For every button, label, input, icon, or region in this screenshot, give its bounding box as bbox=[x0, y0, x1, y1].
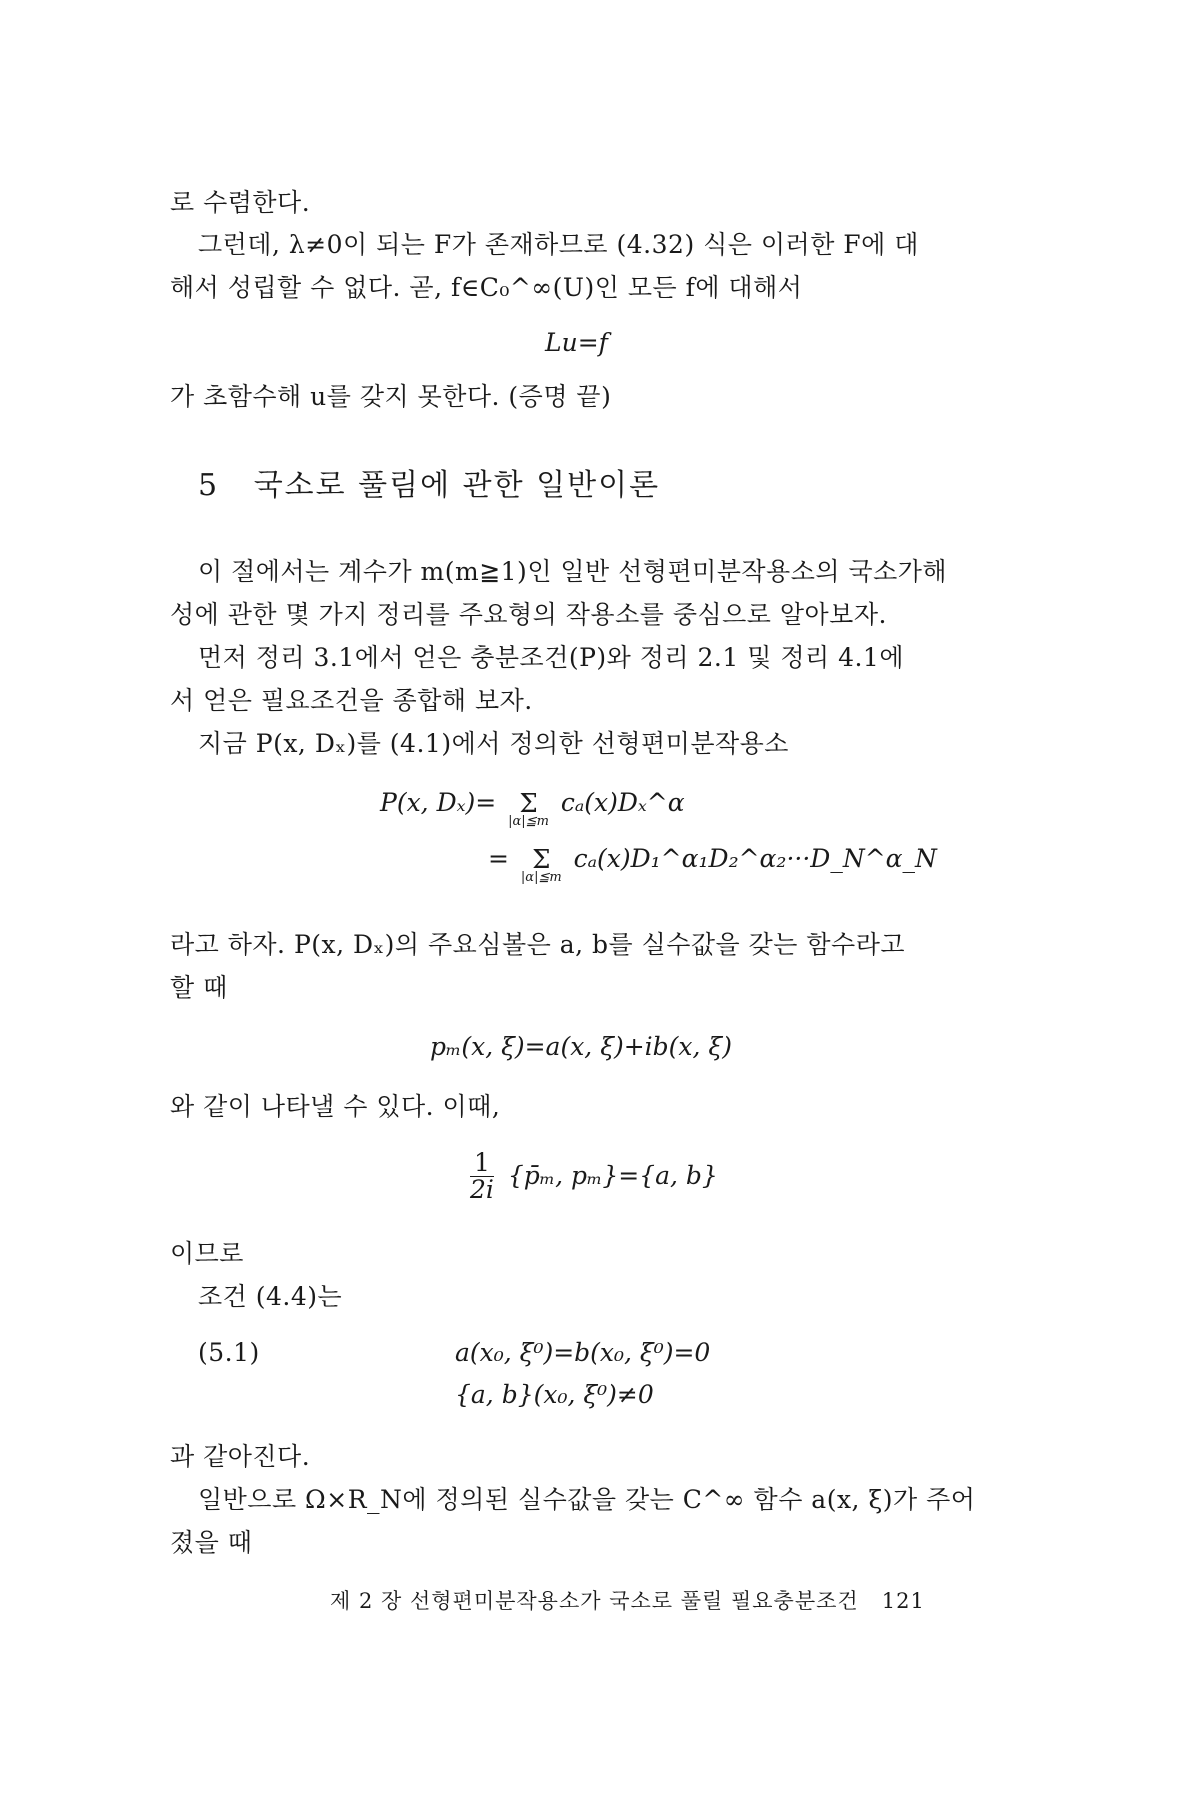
equation-p-line2: = Σ |α|≦m cₐ(x)D₁^α₁D₂^α₂···D_N^α_N bbox=[488, 844, 937, 885]
page-number: 121 bbox=[881, 1589, 925, 1613]
paragraph-line: 졌을 때 bbox=[170, 1528, 253, 1557]
paragraph-line: 과 같아진다. bbox=[170, 1442, 311, 1471]
paragraph-line: 와 같이 나타낼 수 있다. 이때, bbox=[170, 1092, 501, 1121]
paragraph-line: 먼저 정리 3.1에서 얻은 충분조건(P)와 정리 2.1 및 정리 4.1에 bbox=[198, 643, 904, 672]
paragraph-line: 로 수렴한다. bbox=[170, 188, 311, 217]
section-number: 5 bbox=[198, 468, 220, 503]
paragraph-line: 할 때 bbox=[170, 973, 228, 1002]
equation-condition-1: a(x₀, ξ⁰)=b(x₀, ξ⁰)=0 bbox=[455, 1338, 711, 1367]
equation-poisson-bracket: $\frac{1}{2i}$ {p̄ₘ, pₘ}={a, b} bbox=[470, 1148, 718, 1204]
fraction: $\frac{1}{2i}$ bbox=[470, 1148, 494, 1204]
paragraph-line: 이 절에서는 계수가 m(m≧1)인 일반 선형편미분작용소의 국소가해 bbox=[198, 557, 948, 586]
equation-p-line1: P(x, Dₓ)= Σ |α|≦m cₐ(x)Dₓ^α bbox=[380, 788, 685, 829]
equation-lu: Lu=f bbox=[545, 328, 608, 357]
equation-label: (5.1) bbox=[198, 1338, 260, 1367]
paragraph-line: 그런데, λ≠0이 되는 F가 존재하므로 (4.32) 식은 이러한 F에 대 bbox=[198, 230, 919, 259]
paragraph-line: 해서 성립할 수 없다. 곧, f∈C₀^∞(U)인 모든 f에 대해서 bbox=[170, 273, 803, 302]
paragraph-line: 지금 P(x, Dₓ)를 (4.1)에서 정의한 선형편미분작용소 bbox=[198, 729, 789, 758]
paragraph-line: 서 얻은 필요조건을 종합해 보자. bbox=[170, 686, 533, 715]
running-footer bbox=[330, 1587, 925, 1615]
paragraph-line: 가 초함수해 u를 갖지 못한다. (증명 끝) bbox=[170, 382, 612, 411]
sum-operator: Σ |α|≦m bbox=[520, 845, 562, 885]
equation-condition-2: {a, b}(x₀, ξ⁰)≠0 bbox=[455, 1380, 654, 1409]
paragraph-line: 일반으로 Ω×R_N에 정의된 실수값을 갖는 C^∞ 함수 a(x, ξ)가 주어 bbox=[198, 1485, 976, 1514]
equation-principal-symbol: pₘ(x, ξ)=a(x, ξ)+ib(x, ξ) bbox=[430, 1032, 732, 1061]
paragraph-line: 성에 관한 몇 가지 정리를 주요형의 작용소를 중심으로 알아보자. bbox=[170, 600, 887, 629]
section-title: 국소로 풀림에 관한 일반이론 bbox=[253, 468, 661, 503]
section-heading bbox=[198, 466, 660, 506]
paragraph-line: 라고 하자. P(x, Dₓ)의 주요심볼은 a, b를 실수값을 갖는 함수라고 bbox=[170, 930, 905, 959]
sum-operator: Σ |α|≦m bbox=[508, 789, 549, 829]
paragraph-line: 이므로 bbox=[170, 1239, 244, 1268]
paragraph-line: 조건 (4.4)는 bbox=[198, 1282, 343, 1311]
chapter-title: 제 2 장 선형편미분작용소가 국소로 풀릴 필요충분조건 bbox=[330, 1589, 859, 1613]
